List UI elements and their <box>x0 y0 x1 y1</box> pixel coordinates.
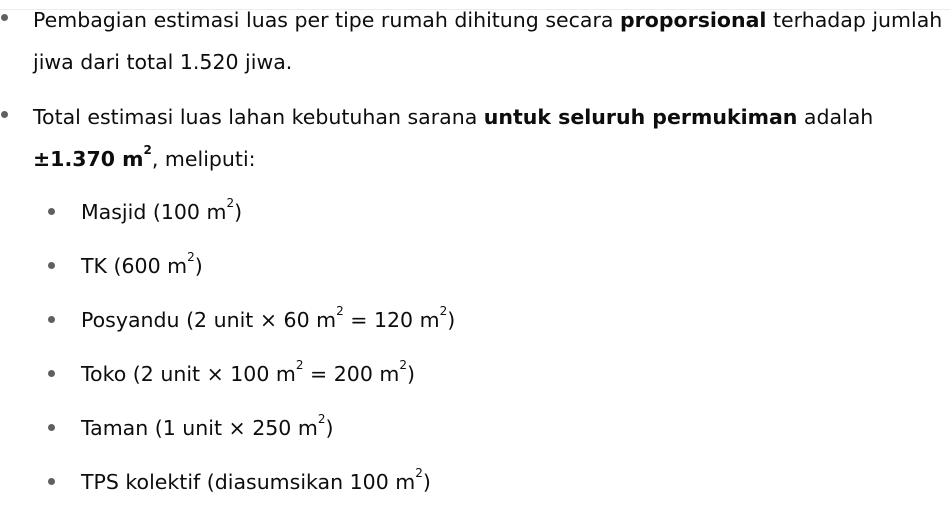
sub-list-item-tk <box>33 245 950 287</box>
text-segment: ) <box>234 200 243 224</box>
bullet-icon <box>48 424 55 431</box>
text-segment: ) <box>194 254 203 278</box>
text-segment: adalah <box>797 105 874 129</box>
bullet-icon <box>48 262 55 269</box>
bold-proporsional: proporsional <box>619 8 767 32</box>
sub-list-item-taman <box>33 407 950 449</box>
bullet-icon <box>48 478 55 485</box>
sub-list-item-posyandu <box>33 299 950 341</box>
text-segment: , meliputi: <box>151 147 256 171</box>
text-segment: ) <box>407 362 415 386</box>
sub-list-item-masjid <box>33 191 950 233</box>
bullet-icon <box>1 14 8 21</box>
text-segment: Total estimasi luas lahan kebutuhan sarana <box>33 105 484 129</box>
text-segment: terhadap jumlah jiwa dari total 1.520 jiwa. <box>33 8 943 74</box>
text-segment: Taman (1 unit × 250 m <box>81 416 318 440</box>
bullet-icon <box>48 316 55 323</box>
bullet-icon <box>1 111 8 118</box>
text-segment: Posyandu (2 unit × 60 m <box>81 308 337 332</box>
sub-bullet-list <box>33 191 950 503</box>
superscript: 2 <box>415 466 423 480</box>
text-segment: Pembagian estimasi luas per tipe rumah dihitung secara <box>33 8 620 32</box>
list-item-luas-proporsional <box>0 0 950 83</box>
text-segment: TPS kolektif (diasumsikan 100 m <box>81 470 416 494</box>
superscript: 2 <box>439 304 448 318</box>
text-segment: TK (600 m <box>81 254 188 278</box>
superscript: 2 <box>295 358 304 372</box>
superscript: 2 <box>317 412 326 426</box>
sub-list-item-tps-kolektif <box>33 461 950 503</box>
list-item-total-luas <box>0 96 950 503</box>
superscript: 2 <box>336 304 344 318</box>
text-segment: Toko (2 unit × 100 m <box>81 362 296 386</box>
bold-untuk-seluruh-permukiman: untuk seluruh permukiman <box>483 105 798 129</box>
superscript: 2 <box>187 250 195 264</box>
text-segment: ) <box>447 308 456 332</box>
superscript: 2 <box>143 143 152 157</box>
bullet-icon <box>48 208 55 215</box>
text-segment: = 200 m <box>303 362 400 386</box>
sub-list-item-toko <box>33 353 950 395</box>
bullet-icon <box>48 370 55 377</box>
text-segment: ) <box>422 470 431 494</box>
superscript: 2 <box>399 358 407 372</box>
text-segment: Masjid (100 m <box>81 200 227 224</box>
text-segment: ) <box>325 416 334 440</box>
bold-total-luas <box>33 143 152 171</box>
bold-total-luas-value: ±1.370 m <box>33 147 144 171</box>
superscript: 2 <box>226 196 235 210</box>
text-segment: = 120 m <box>343 308 440 332</box>
